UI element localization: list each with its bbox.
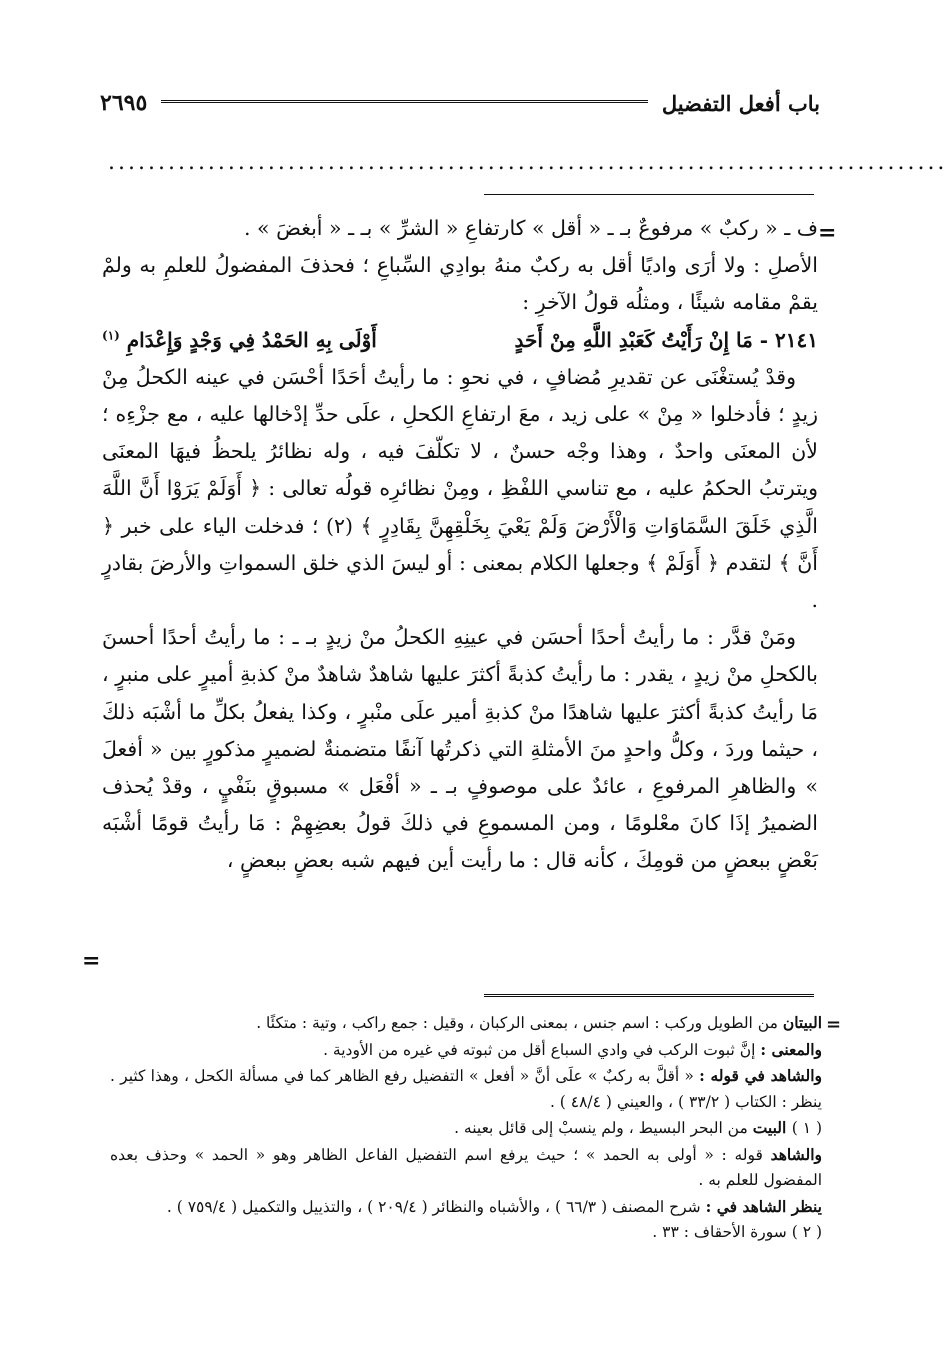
footnote-label: والشاهد (770, 1144, 822, 1164)
verse-first-hemistich (514, 322, 818, 359)
verse-second-hemistich (102, 322, 377, 359)
paragraph-4: ومَنْ قدَّر : ما رأيتُ أحدًا أحسَن في عينِهِ الكحلُ منْ زيدٍ بـ ـ : ما رأيتُ أحدًا أحسنَ بالكحلِ منْ زيدٍ ، يقدر : ما رأيتُ كذبةً أكثرَ عليها شاهدٌ شاهدٌ منْ كذبةِ أميرٍ على منبرٍ ، مَا رأيتُ كذبةً أكثرَ عليها شاهدًا منْ كذبةِ أمير علَى منْبرٍ ، وكذا يفعلُ بكلِّ ما أشْبَه ذلكَ ، حيثما وردَ ، وكلُّ واحدٍ منَ الأمثلةِ التي ذكرتُها آنفًا متضمنةٌ لضميرٍ مذكورٍ بين « أفعلَ » والظاهرِ المرفوعِ ، عائدٌ على موصوفٍ بـ ـ « أفْعَل » مسبوقٍ بنَفْيٍ ، وقدْ يُحذف الضميرُ إذَا كانَ معْلومًا ، ومن المسموعِ في ذلكَ قولُ بعضِهِمْ : مَا رأيتُ قومًا أشْبَه بَعْضٍ ببعضٍ من قومِكَ ، كأنه قال : ما رأيت أين فيهم شبه بعضٍ ببعضٍ ، (102, 625, 818, 873)
page-header (100, 86, 820, 120)
footnote-text: سورة الأحقاف : ٣٣ . (652, 1223, 792, 1241)
footnote-text: من الطويل وركب : اسم جنس ، بمعنى الركبان ، وقيل : جمع راكب ، وتية : متكئًا . (256, 1014, 783, 1032)
footnote-line (110, 1194, 822, 1221)
ellipsis-separator: .................................................................................... (108, 150, 947, 175)
verse-number: ٢١٤١ - (759, 327, 818, 352)
top-section-rule (484, 194, 814, 195)
footnote-line (110, 1142, 822, 1194)
footnote-label: والمعنى : (760, 1039, 822, 1059)
footnote-line (110, 1010, 822, 1037)
header-double-rule (161, 100, 648, 106)
page-number: ٢٦٩٥ (100, 90, 148, 116)
paragraph-3: وقدْ يُستغْنَى عن تقديرِ مُضافٍ ، في نحوِ : ما رأيتُ أحَدًا أحْسَن في عينه الكحلُ مِنْ زيدٍ ؛ فأدخلوا « مِنْ » على زيد ، معَ ارتفاعِ الكحلِ ، علَى حدِّ إدْخالها عليه ، مع جزْءِه ؛ لأن المعنَى واحدٌ ، وهذا وجْه حسنٌ ، لا تكلّفَ فيه ، وله نظائرُ يلحظُ فيهَا المعنَى ويترتبُ الحكمُ عليه ، مع تناسي اللفْظِ ، ومِنْ نظائرِه قولُه تعالى : ﴿ أَوَلَمْ يَرَوْا أَنَّ اللَّهَ الَّذِي خَلَقَ السَّمَاوَاتِ وَالْأَرْضَ وَلَمْ يَعْيَ بِخَلْقِهِنَّ بِقَادِرٍ ﴾ (٢) ؛ فدخلت الياء على خبر ﴿ أَنَّ ﴾ لتقدم ﴿ أَوَلَمْ ﴾ وجعلها الكلام بمعنى : أو ليسَ الذي خلق السمواتِ والأرضَ بقادرٍ . (102, 364, 819, 613)
footnote-text: قوله : « أولى به الحمد » ؛ حيث يرفع اسم التفضيل الفاعل الظاهر وهو « الحمد » وحذف بعده المفضول للعلم به . (110, 1145, 822, 1189)
continuation-mark-top: = (818, 220, 837, 246)
footnote-line (110, 1037, 822, 1064)
footnote-label: البيتان (782, 1013, 822, 1032)
verse-second-text: أَوْلَى بِهِ الحَمْدُ فِي وَجْدٍ وَإِعْدَامِ (126, 327, 377, 352)
paragraph-2: الأصلِ : ولا أرَى واديًا أقل به ركبٌ منهُ بوادِي السِّباعِ ؛ فحذفَ المفضولُ للعلمِ به ولمْ يقمْ مقامه شيئًا ، ومثلُه قولُ الآخرِ : (102, 253, 818, 315)
verse-first-text: مَا إِنْ رَأَيْتُ كَعَبْدِ اللَّهِ مِنْ أَحَدٍ (514, 327, 753, 352)
footnote-label: البيت (752, 1118, 792, 1137)
paragraph-1: ف ـ « ركبٌ » مرفوعٌ بـ ـ « أقل » كارتفاعِ « الشرِّ » بـ ـ « أبغضَ » . (244, 216, 818, 240)
verse-2141 (102, 322, 818, 359)
footnote-line (110, 1115, 822, 1142)
footnote-line (110, 1063, 822, 1115)
footnote-text: من البحر البسيط ، ولم ينسبْ إلى قائل بعينه . (454, 1119, 753, 1137)
footnote-ref-1: (١) (102, 327, 120, 342)
continuation-mark-footnote: = (826, 1014, 842, 1035)
footnote-number: ( ١ ) (791, 1119, 822, 1137)
footnote-line (110, 1220, 822, 1246)
footnote-label: ينظر الشاهد في : (705, 1196, 822, 1216)
main-text (102, 210, 818, 880)
footnote-text: إنَّ ثبوت الركب في وادي السباع أقل من ثبوته في غيره من الأودية . (323, 1040, 761, 1059)
footnote-text: « أقلَّ به ركبٌ » علَى أنَّ « أفعل » التفضيل رفع الظاهر كما في مسألة الكحل ، وهذا كثير . ينظر : الكتاب ( ٣٣/٢ ) ، والعيني ( ٤٨/٤ ) . (110, 1067, 822, 1111)
footnotes (110, 1010, 822, 1246)
footnote-rule (484, 994, 814, 1000)
footnote-label: والشاهد في قوله : (699, 1066, 823, 1085)
footnote-text: شرح المصنف ( ٦٦/٣ ) ، والأشباه والنظائر ( ٢٠٩/٤ ) ، والتذييل والتكميل ( ٧٥٩/٤ ) . (166, 1197, 706, 1216)
footnote-number: ( ٢ ) (791, 1223, 822, 1241)
running-title: باب أفعل التفضيل (661, 90, 820, 116)
continuation-mark-bottom: = (82, 948, 101, 974)
